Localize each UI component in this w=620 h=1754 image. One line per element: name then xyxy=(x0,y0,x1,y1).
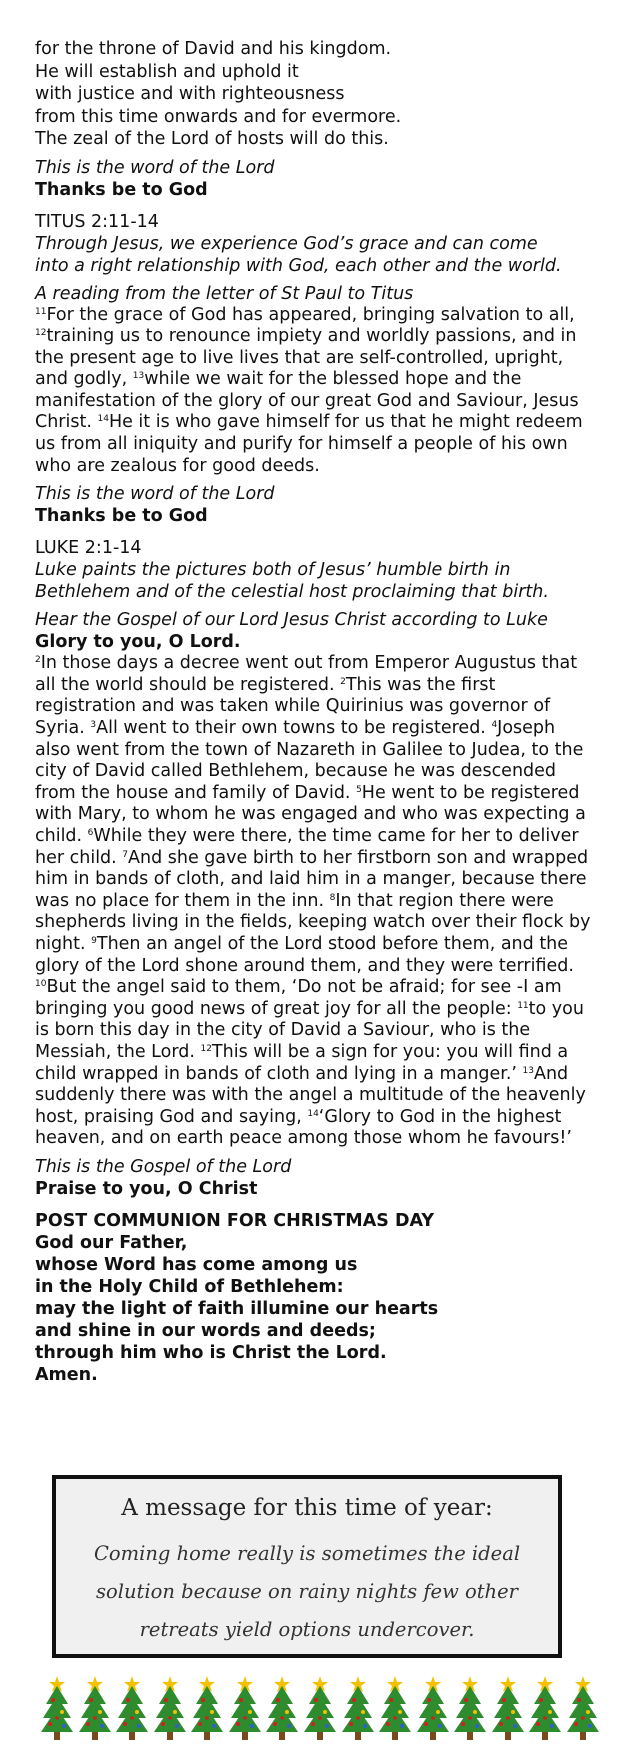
verse-number: 14 xyxy=(307,1108,319,1119)
verse-number: 2 xyxy=(35,655,41,666)
verse-text: to you is born this day in the city of David a Saviour, who is the Messiah, the Lord. xyxy=(35,998,584,1062)
verse-number: 14 xyxy=(97,414,109,425)
verse-line: The zeal of the Lord of hosts will do this. xyxy=(35,129,389,149)
verse-text: ‘Glory to God in the highest heaven, and on earth peace among those whom he favours!’ xyxy=(35,1106,572,1149)
christmas-tree-icon xyxy=(453,1672,487,1742)
message-text: Coming home really is sometimes the ideal solution because on rainy nights few other retreats yield options undercover. xyxy=(93,1542,521,1641)
verse-number: 3 xyxy=(90,720,97,731)
verse-number: 13 xyxy=(132,371,145,382)
prayer-heading: POST COMMUNION FOR CHRISTMAS DAY xyxy=(35,1210,435,1231)
gospel-response: Praise to you, O Christ xyxy=(35,1178,258,1199)
reading-response: Thanks be to God xyxy=(35,179,208,200)
verse-number: 4 xyxy=(491,720,498,731)
christmas-tree-icon xyxy=(303,1672,337,1742)
verse-number: 9 xyxy=(91,935,97,946)
christmas-tree-icon xyxy=(40,1672,74,1742)
verse-text: He it is who gave himself for us that he might redeem us from all iniquity and purify for himself a people of his own who are zealous for good deeds. xyxy=(35,412,583,476)
reading-summary xyxy=(35,559,595,603)
christmas-tree-icon xyxy=(78,1672,112,1742)
reading-closing: This is the word of the Lord xyxy=(35,157,275,178)
verse-text: Then an angel of the Lord stood before them, and the glory of the Lord shone around them, and they were terrified. xyxy=(35,933,574,976)
christmas-tree-border xyxy=(40,1672,600,1742)
prayer-line: in the Holy Child of Bethlehem: xyxy=(35,1276,344,1297)
verse-text: Joseph also went from the town of Nazareth in Galilee to Judea, to the city of David called Bethlehem, because he was descended from the house and family of David. xyxy=(35,718,584,803)
readings-page xyxy=(35,38,595,1386)
summary-line: Through Jesus, we experience God’s grace and can come xyxy=(35,233,538,254)
verse-text: He went to be registered with Mary, to whom he was engaged and who was expecting a child. xyxy=(35,782,586,846)
verse-text: For the grace of God has appeared, bringing salvation to all, xyxy=(46,304,575,325)
christmas-tree-icon xyxy=(153,1672,187,1742)
verse-number: 11 xyxy=(517,1000,529,1011)
verse-text: And suddenly there was with the angel a multitude of the heavenly host, praising God and saying, xyxy=(35,1063,586,1127)
reading-reference: TITUS 2:11-14 xyxy=(35,211,159,232)
prayer-line: through him who is Christ the Lord. xyxy=(35,1342,387,1363)
verse-number: 2 xyxy=(340,676,346,687)
verse-number: 7 xyxy=(122,849,129,860)
christmas-tree-icon xyxy=(115,1672,149,1742)
christmas-tree-icon xyxy=(528,1672,562,1742)
verse-line: for the throne of David and his kingdom. xyxy=(35,39,392,59)
reading-response: Thanks be to God xyxy=(35,506,208,527)
gospel-intro: Hear the Gospel of our Lord Jesus Christ according to Luke xyxy=(35,610,548,631)
christmas-tree-icon xyxy=(190,1672,224,1742)
christmas-tree-icon xyxy=(228,1672,262,1742)
christmas-tree-icon xyxy=(341,1672,375,1742)
summary-line: Bethlehem and of the celestial host proclaiming that birth. xyxy=(35,582,549,603)
verse-number: 13 xyxy=(522,1065,534,1076)
reading-intro: A reading from the letter of St Paul to Titus xyxy=(35,283,414,304)
verse-text: All went to their own towns to be registered. xyxy=(96,718,492,739)
gospel-closing: This is the Gospel of the Lord xyxy=(35,1156,292,1177)
post-communion-prayer xyxy=(35,1210,595,1386)
verse-number: 5 xyxy=(356,784,362,795)
reading-text xyxy=(35,305,595,478)
gospel-text xyxy=(35,653,595,1150)
verse-line: He will establish and uphold it xyxy=(35,61,299,82)
reading-reference: LUKE 2:1-14 xyxy=(35,538,142,559)
gospel-acclamation: Glory to you, O Lord. xyxy=(35,632,241,653)
luke-gospel xyxy=(35,537,595,1200)
christmas-tree-icon xyxy=(566,1672,600,1742)
verse-text: training us to renounce impiety and worldly passions, and in the present age to live lives that are self-controlled, upright, and godly, xyxy=(35,326,577,390)
verse-number: 10 xyxy=(35,979,47,990)
isaiah-ending xyxy=(35,38,595,201)
titus-reading xyxy=(35,211,595,528)
prayer-line: Amen. xyxy=(35,1364,98,1385)
message-title: A message for this time of year: xyxy=(121,1495,493,1521)
christmas-tree-icon xyxy=(265,1672,299,1742)
verse-number: 8 xyxy=(329,892,336,903)
message-box xyxy=(52,1475,562,1658)
verse-text: This was the first registration and was taken while Quirinius was governor of Syria. xyxy=(35,674,551,739)
verse-text: While they were there, the time came for her to deliver her child. xyxy=(35,826,579,868)
prayer-line: God our Father, xyxy=(35,1232,188,1253)
verse-number: 11 xyxy=(35,306,47,317)
verse-text: This will be a sign for you: you will find a child wrapped in bands of cloth and lying in a manger.’ xyxy=(35,1041,569,1084)
verse-line: with justice and with righteousness xyxy=(35,84,345,104)
prayer-line: and shine in our words and deeds; xyxy=(35,1320,376,1341)
verse-number: 6 xyxy=(87,828,94,838)
verse-lines xyxy=(35,38,595,151)
summary-line: into a right relationship with God, each other and the world. xyxy=(35,255,562,276)
verse-text: while we wait for the blessed hope and the manifestation of the glory of our great God and Saviour, Jesus Christ. xyxy=(35,369,579,433)
verse-text: In that region there were shepherds living in the fields, keeping watch over their flock by night. xyxy=(35,890,591,954)
verse-number: 12 xyxy=(200,1043,212,1054)
prayer-line: whose Word has come among us xyxy=(35,1254,358,1275)
summary-line: Luke paints the pictures both of Jesus’ humble birth in xyxy=(35,560,511,581)
christmas-tree-icon xyxy=(491,1672,525,1742)
reading-closing: This is the word of the Lord xyxy=(35,484,275,505)
verse-line: from this time onwards and for evermore. xyxy=(35,106,402,127)
verse-number: 12 xyxy=(35,328,47,339)
christmas-tree-icon xyxy=(378,1672,412,1742)
verse-text: In those days a decree went out from Emperor Augustus that all the world should be registered. xyxy=(35,653,578,695)
prayer-line: may the light of faith illumine our hearts xyxy=(35,1298,439,1319)
verse-text: And she gave birth to her firstborn son and wrapped him in bands of cloth, and laid him in a manger, because there was no place for them in the inn. xyxy=(35,847,589,911)
reading-summary xyxy=(35,233,595,277)
verse-text: But the angel said to them, ‘Do not be afraid; for see -I am bringing you good news of great joy for all the people: xyxy=(35,977,562,1019)
christmas-tree-icon xyxy=(416,1672,450,1742)
